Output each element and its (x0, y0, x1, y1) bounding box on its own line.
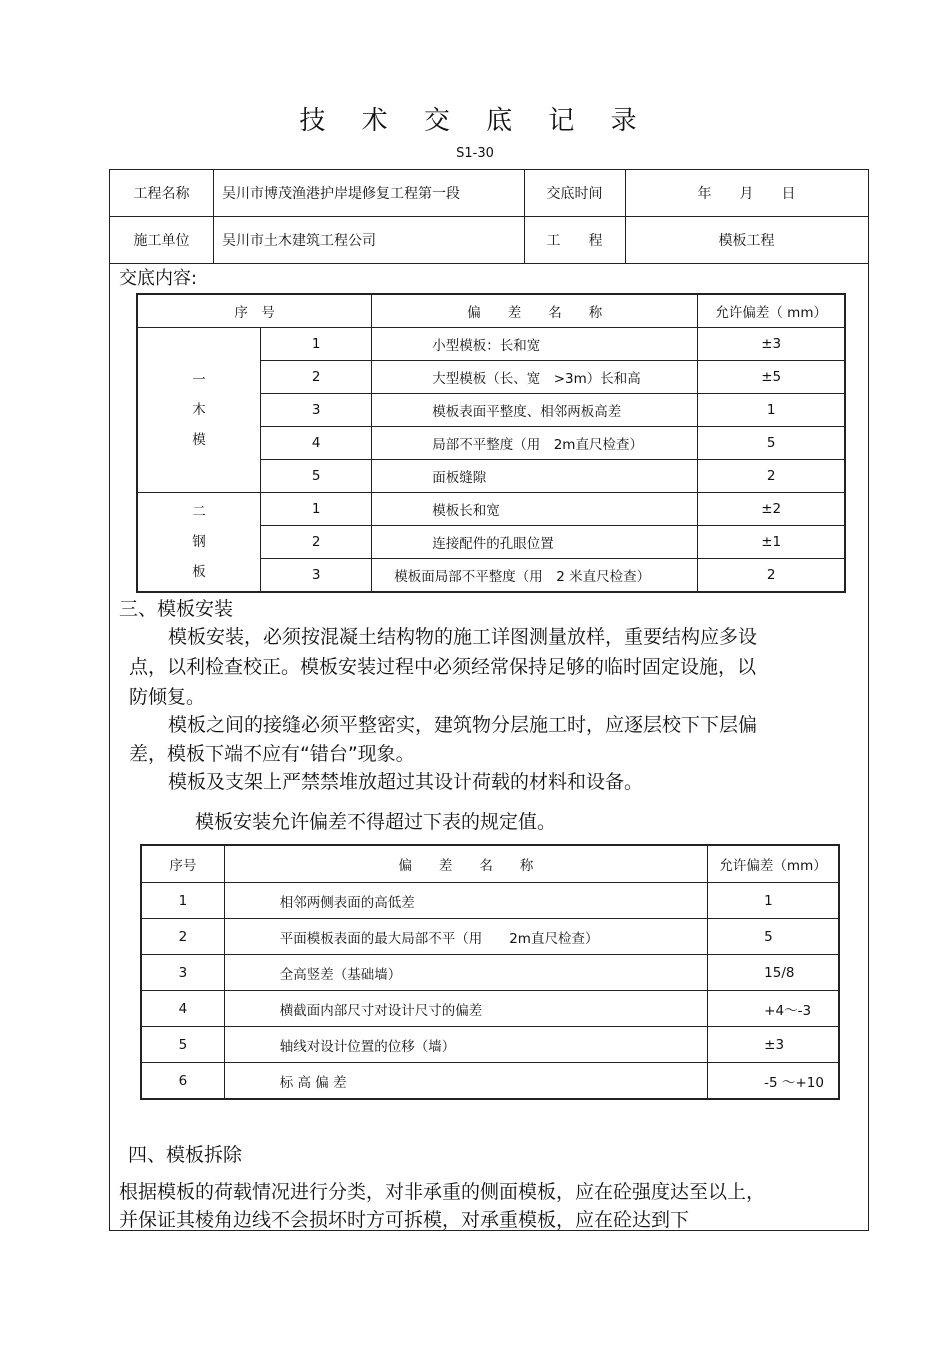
table-row (137, 328, 845, 361)
row-tol: +4～-3 (708, 991, 839, 1027)
table-header-row (141, 845, 839, 883)
section3-p4: 模板安装允许偏差不得超过下表的规定值。 (195, 811, 557, 833)
row-name: 连接配件的孔眼位置 (372, 526, 698, 559)
table-header-cell: 偏 差 名 称 (224, 845, 707, 883)
table-row (141, 1027, 839, 1063)
table-header-cell: 偏 差 名 称 (372, 294, 698, 328)
row-no: 1 (261, 328, 372, 361)
section4-line1: 根据模板的荷载情况进行分类，对非承重的侧面模板，应在砼强度达至以上， (119, 1181, 766, 1203)
row-name: 平面模板表面的最大局部不平（用 2m直尺检查） (224, 919, 707, 955)
row-name: 全高竖差（基础墙） (224, 955, 707, 991)
row-tol: 1 (708, 883, 839, 919)
row-no: 5 (261, 460, 372, 493)
row-name: 相邻两侧表面的高低差 (224, 883, 707, 919)
unit-label: 施工单位 (133, 233, 190, 249)
row-tol: ±2 (698, 493, 845, 526)
group-wood-cell: 一 木 模 (137, 328, 261, 493)
header-row-project (110, 170, 868, 217)
row-no: 2 (261, 526, 372, 559)
row-tol: ±1 (698, 526, 845, 559)
content-label: 交底内容: (119, 268, 198, 289)
section3-p1-line2: 点，以利检查校正。模板安装过程中必须经常保持足够的临时固定设施，以 (129, 656, 757, 678)
row-name: 大型模板（长、宽 >3m）长和高 (372, 361, 698, 394)
row-name: 横截面内部尺寸对设计尺寸的偏差 (224, 991, 707, 1027)
section3-p3: 模板及支架上严禁禁堆放超过其设计荷载的材料和设备。 (168, 771, 644, 793)
section3-p2-line2: 差，模板下端不应有“错台”现象。 (129, 743, 415, 765)
group-steel-cell: 二 钢 板 (137, 493, 261, 593)
row-tol: ±3 (698, 328, 845, 361)
table-header-cell: 序号 (141, 845, 224, 883)
row-no: 4 (141, 991, 224, 1027)
row-no: 1 (261, 493, 372, 526)
row-no: 4 (261, 427, 372, 460)
row-tol: 2 (698, 559, 845, 593)
row-no: 2 (141, 919, 224, 955)
table-header-cell: 允许偏差（ mm） (698, 294, 845, 328)
row-tol: 5 (698, 427, 845, 460)
record-form (109, 169, 869, 1231)
row-name: 标 高 偏 差 (224, 1063, 707, 1100)
table-header-cell: 序 号 (137, 294, 372, 328)
formwork-tolerance-table (136, 293, 846, 593)
document-code: S1-30 (456, 146, 494, 161)
section4-heading: 四、模板拆除 (128, 1144, 243, 1166)
row-name: 模板面局部不平整度（用 2 米直尺检查） (372, 559, 698, 593)
work-label: 工 程 (546, 233, 603, 249)
installation-tolerance-table (140, 844, 840, 1100)
section3-p1-line3: 防倾复。 (129, 686, 206, 708)
row-no: 3 (261, 559, 372, 593)
row-tol: ±5 (698, 361, 845, 394)
row-no: 2 (261, 361, 372, 394)
row-tol: ±3 (708, 1027, 839, 1063)
row-tol: 15/8 (708, 955, 839, 991)
row-name: 局部不平整度（用 2m直尺检查） (372, 427, 698, 460)
row-name: 模板长和宽 (372, 493, 698, 526)
section3-heading: 三、模板安装 (119, 598, 234, 620)
row-name: 模板表面平整度、相邻两板高差 (372, 394, 698, 427)
section3-p2-line1: 模板之间的接缝必须平整密实，建筑物分层施工时，应逐层校下下层偏 (168, 714, 758, 736)
row-tol: -5 ～+10 (708, 1063, 839, 1100)
table-header-row (137, 294, 845, 328)
header-row-unit (110, 217, 868, 264)
row-no: 6 (141, 1063, 224, 1100)
document-title: 技 术 交 底 记 录 (299, 106, 651, 136)
table-row (137, 493, 845, 526)
row-no: 5 (141, 1027, 224, 1063)
table-row (141, 991, 839, 1027)
work-value: 模板工程 (718, 233, 775, 249)
table-row (141, 883, 839, 919)
row-tol: 2 (698, 460, 845, 493)
row-no: 1 (141, 883, 224, 919)
row-name: 轴线对设计位置的位移（墙） (224, 1027, 707, 1063)
time-value: 年 月 日 (697, 186, 796, 202)
row-tol: 1 (698, 394, 845, 427)
time-label: 交底时间 (546, 186, 603, 202)
table-row (141, 955, 839, 991)
row-tol: 5 (708, 919, 839, 955)
section3-p1-line1: 模板安装，必须按混凝土结构物的施工详图测量放样，重要结构应多设 (168, 626, 758, 648)
row-no: 3 (141, 955, 224, 991)
table-row (141, 919, 839, 955)
project-name-label: 工程名称 (133, 186, 190, 202)
row-name: 小型模板：长和宽 (372, 328, 698, 361)
row-no: 3 (261, 394, 372, 427)
section4-line2: 并保证其棱角边线不会损坏时方可拆模，对承重模板，应在砼达到下 (119, 1209, 690, 1231)
table-row (141, 1063, 839, 1100)
project-name-value: 吴川市博茂渔港护岸堤修复工程第一段 (222, 186, 460, 202)
table-header-cell: 允许偏差（mm） (708, 845, 839, 883)
unit-value: 吴川市土木建筑工程公司 (222, 233, 376, 249)
row-name: 面板缝隙 (372, 460, 698, 493)
